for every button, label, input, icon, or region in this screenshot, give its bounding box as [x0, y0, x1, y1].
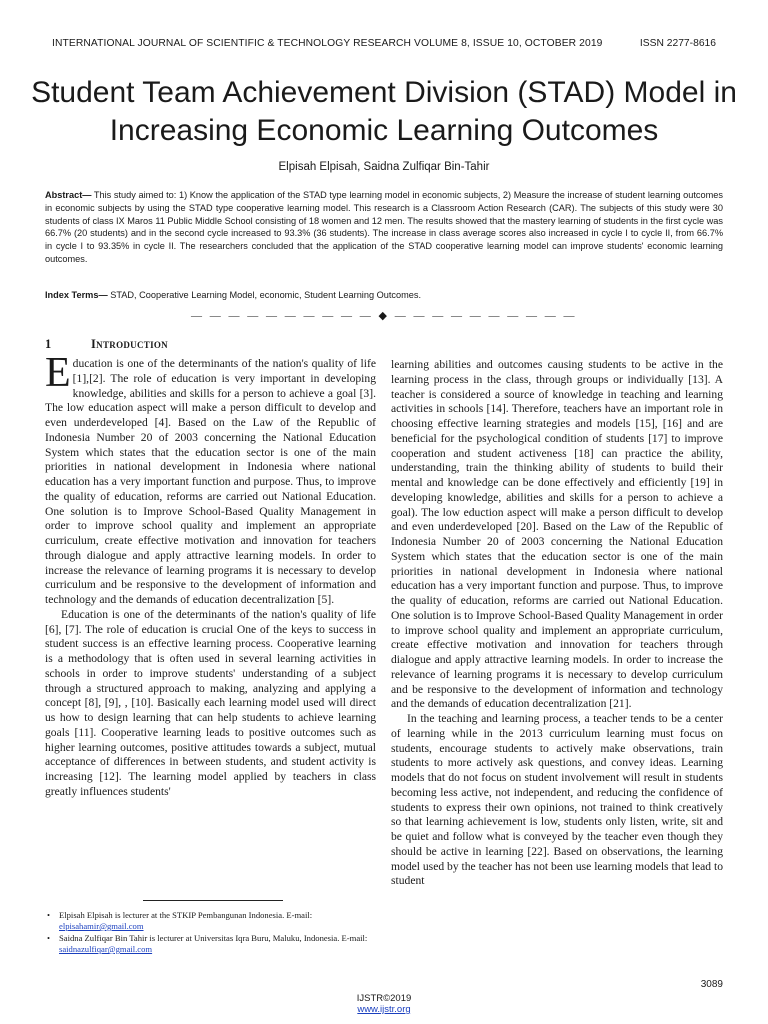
index-terms: [45, 289, 723, 301]
drop-cap: E: [45, 350, 71, 396]
paragraph: In the teaching and learning process, a teacher tends to be a center of learning while in the 2013 curriculum learning must focus on students, encourage students to actively make observations, train students to more actively ask questions, and convey ideas. Learning models that do not focus on student involvement will result in students becoming less active, not independent, and reducing the confidence of students to express their own opinions, not trained to think creatively so that learning achievement is low, students only listen, write, sit and be quiet and follow what is conveyed by the teacher even though they should be active in learning [22]. Based on observations, the learning model used by the teacher has not been use learning models that lead to student: [391, 712, 723, 888]
page-number: 3089: [700, 979, 723, 990]
email-link[interactable]: saidnazulfiqar@gmail.com: [59, 944, 153, 954]
page-footer: [0, 993, 768, 1015]
body-column-right: [391, 358, 723, 889]
paper-title: Student Team Achievement Division (STAD) Model in Increasing Economic Learning Outcomes: [31, 76, 737, 147]
paragraph: [45, 350, 376, 608]
footnote-item: [45, 910, 376, 932]
paragraph: Education is one of the determinants of the nation's quality of life [6], [7]. The role of education is crucial One of the keys to success in student success is an effective learning process. Cooperative learning is a methodology that is often used in several learning activities in schools in order to improve students' understanding of a subject through a structured approach to making, analyzing and applying a concept [8], [9], , [10]. Basically each learning model used will direct us how to design learning that can help students to achieve learning goals [11]. Cooperative learning leads to positive outcomes such as higher learning outcomes, positive attitudes towards a subject, mutual acceptance of differences in between students, and student activity is increasing [12]. The learning model applied by teachers in class greatly influences students': [45, 607, 376, 798]
footnote-text: Saidna Zulfiqar Bin Tahir is lecturer at Universitas Iqra Buru, Maluku, Indonesia. E-mail:: [59, 933, 368, 943]
footnote-text: Elpisah Elpisah is lecturer at the STKIP Pembangunan Indonesia. E-mail:: [59, 910, 313, 920]
publisher: IJSTR©2019: [356, 993, 412, 1004]
authors: Elpisah Elpisah, Saidna Zulfiqar Bin-Tahir: [278, 161, 490, 173]
abstract-label: Abstract—: [45, 190, 92, 200]
paragraph-text: ducation is one of the determinants of the nation's quality of life [1],[2]. The role of education is very important in developing knowledge, abilities and skills for a person to achieve a goal [3]. The low education aspect will make a person difficult to develop and even underdeveloped [4]. Based on the Law of the Republic of Indonesia Number 20 of 2003 concerning the National Education System which states that the education sector is one of the main priorities in national development in Indonesia where national education has a very important function and purpose. Thus, to improve the quality of education, reforms are carried out National Education. One solution is to Improve School-Based Quality Management in order to improve school quality and implement an appropriate curriculum, create effective motivation and innovation for teachers through dialogue and apply attractive learning models. In order to increase the relevance of learning programs it is necessary to develop curriculum and be responsive to the development of information and technology and the demands of education decentralization [5].: [45, 357, 376, 606]
section-number: 1: [45, 337, 52, 351]
abstract: [45, 189, 723, 266]
abstract-text: This study aimed to: 1) Know the application of the STAD type learning model in economic subjects, 2) Measure the increase of student learning outcomes in economic subjects by using the STAD type cooperative learning model. This research is a Classroom Action Research (CAR). The subjects of this study were 30 students of class IX Maros 11 Public Middle School consisting of 18 women and 12 men. The results showed that the mastery learning of students in the first cycle was 66.7% (20 students) and in the second cycle increased to 93.3% (36 students). The increase in class average scores also increased in cycle I to cycle II, from 66.7% in cycle I to 93.35% in cycle II. The researchers concluded that the application of the STAD cooperative learning model can improve students' economic learning outcomes.: [45, 190, 723, 264]
footnote-item: [45, 933, 376, 955]
index-terms-text: STAD, Cooperative Learning Model, economic, Student Learning Outcomes.: [107, 290, 422, 300]
footnote-rule: [143, 900, 283, 901]
website-link[interactable]: www.ijstr.org: [357, 1004, 411, 1015]
body-column-left: [45, 350, 376, 800]
email-link[interactable]: elpisahamir@gmail.com: [59, 921, 144, 931]
section-divider: — — — — — — — — — — ◆ — — — — — — — — — —: [191, 310, 577, 322]
index-terms-label: Index Terms—: [45, 290, 108, 300]
journal-header: INTERNATIONAL JOURNAL OF SCIENTIFIC & TECHNOLOGY RESEARCH VOLUME 8, ISSUE 10, OCTOBER 2019: [52, 38, 603, 49]
paragraph: learning abilities and outcomes causing students to be active in the learning process in the class, through groups or individually [13]. A teacher is considered a source of knowledge in teaching and learning activities in schools [14]. Therefore, teachers have an important role in choosing effective learning strategies and models [15], [16] and are beneficial for the psychological condition of students [17] to improve cooperation and student activeness [18] can practice the ability, understanding, train the thinking ability of students to build their mental and knowledge can be done effectively and efficiently [19] in developing knowledge, abilities and skills for a person to achieve a goal). The low eduction aspect will make a person difficult to develop and even underdeveloped [20]. Based on the Law of the Republic of Indonesia Number 20 of 2003 concerning the National Education System which states that the education sector is one of the main priorities in national development in Indonesia where national education has a very important function and purpose. Thus, to improve the quality of education, reforms are carried out National Education. One solution is to Improve School-Based Quality Management in order to improve school quality and implement an appropriate curriculum, create effective motivation and innovation for teachers through dialogue and apply attractive learning models. In order to increase the relevance of learning programs it is necessary to develop curriculum and be responsive to the development of information and technology and the demands of education decentralization [21].: [391, 358, 723, 711]
footnotes: [45, 910, 376, 956]
issn: ISSN 2277-8616: [639, 38, 716, 49]
section-title: Introduction: [91, 337, 168, 351]
